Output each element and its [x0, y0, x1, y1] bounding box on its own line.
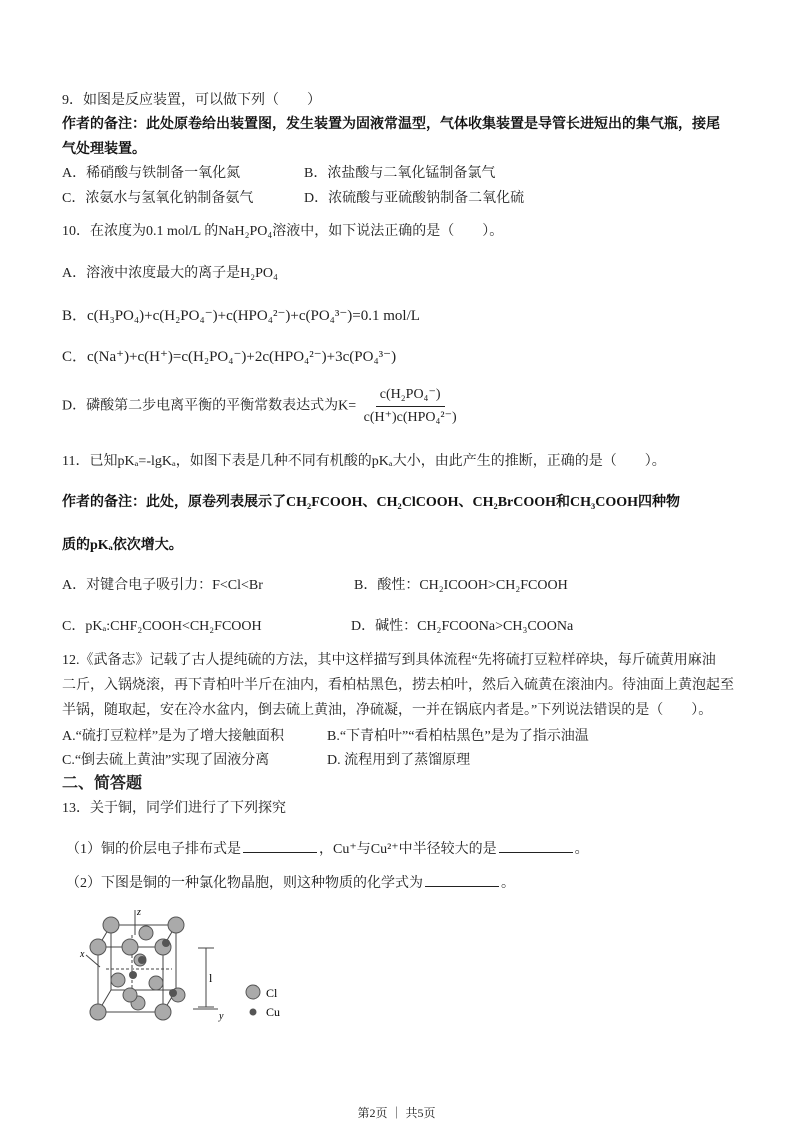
q10-option-d[interactable] — [62, 386, 461, 427]
q13-part1-text: （1）铜的价层电子排布式是 — [66, 842, 241, 857]
q13-part1 — [66, 838, 589, 859]
q11-note-cont: 质的pKₐ依次增大。 — [62, 538, 183, 553]
section-heading: 二、简答题 — [62, 775, 143, 792]
q9-option-b[interactable]: B．浓盐酸与二氧化锰制备氯气 — [304, 166, 496, 181]
edge-length-label: l — [209, 971, 213, 985]
q11-option-d[interactable]: D．碱性：CH₂FCOONa>CH₃COONa — [351, 619, 574, 634]
legend-cu-label: Cu — [266, 1005, 281, 1019]
q13-part2 — [66, 872, 515, 893]
q12-options-row1 — [62, 728, 742, 746]
q13-part2-text: （2）下图是铜的一种氯化物晶胞，则这种物质的化学式为 — [66, 876, 423, 891]
q10-option-b[interactable]: B．c(H₃PO₄)+c(H₂PO₄⁻)+c(HPO₄²⁻)+c(PO₄³⁻)=0.1 mol/L — [62, 308, 420, 324]
q11-stem: 11．已知pKₐ=-lgKₐ，如图下表是几种不同有机酸的pKₐ大小，由此产生的推断，正确的是（ ）。 — [62, 454, 666, 469]
q10-option-a[interactable]: A．溶液中浓度最大的离子是H₂PO₄ — [62, 266, 278, 281]
q9-option-d[interactable]: D．浓硫酸与亚硫酸钠制备二氧化硫 — [304, 191, 525, 206]
q9-option-c[interactable]: C．浓氨水与氢氧化钠制备氨气 — [62, 191, 254, 206]
q13-stem: 13．关于铜，同学们进行了下列探究 — [62, 801, 286, 816]
q10-option-c[interactable]: C．c(Na⁺)+c(H⁺)=c(H₂PO₄⁻)+2c(HPO₄²⁻)+3c(PO₄³⁻) — [62, 349, 397, 365]
answer-blank-3[interactable] — [425, 872, 499, 887]
q11-option-b[interactable]: B．酸性：CH₂ICOOH>CH₂FCOOH — [354, 578, 568, 593]
q9-options-row1 — [62, 165, 742, 183]
crystal-cell-figure — [78, 905, 308, 1025]
answer-blank-1[interactable] — [243, 838, 317, 853]
q12-stem-line1: 12.《武备志》记载了古人提纯硫的方法，其中这样描写到具体流程“先将硫打豆粒样碎块，每斤硫黄用麻油 — [62, 653, 716, 668]
q9-stem: 9．如图是反应装置，可以做下列（ ） — [62, 93, 321, 108]
legend-cu-marker — [250, 1009, 257, 1016]
q12-option-c[interactable]: C.“倒去硫上黄油”实现了固液分离 — [62, 753, 270, 768]
fraction-numerator: c(H₂PO₄⁻) — [376, 386, 445, 407]
q10-option-d-prefix: D．磷酸第二步电离平衡的平衡常数表达式为K= — [62, 398, 357, 414]
q12-option-a[interactable]: A.“硫打豆粒样”是为了增大接触面积 — [62, 729, 285, 744]
q12-option-d[interactable]: D. 流程用到了蒸馏原理 — [327, 753, 471, 768]
q12-options-row2 — [62, 752, 742, 770]
fraction-denominator: c(H⁺)c(HPO₄²⁻) — [363, 410, 457, 425]
page-footer: 第2页 ｜ 共5页 — [357, 1106, 436, 1120]
q9-option-a[interactable]: A．稀硝酸与铁制备一氧化氮 — [62, 166, 241, 181]
q9-options-row2 — [62, 190, 742, 208]
q12-stem-line2: 二斤，入锅烧滚，再下青柏叶半斤在油内，看柏枯黑色，捞去柏叶，然后入硫黄在滚油内。待油面上黄泡起至 — [62, 678, 734, 693]
q13-part1-text2: ，Cu⁺与Cu²⁺中半径较大的是 — [319, 842, 497, 857]
q11-note: 作者的备注：此处，原卷列表展示了CH₂FCOOH、CH₂ClCOOH、CH₂BrCOOH和CH₃COOH四种物 — [62, 495, 681, 510]
axis-x-label: x — [80, 949, 85, 960]
answer-blank-2[interactable] — [499, 838, 573, 853]
q12-option-b[interactable]: B.“下青柏叶”“看柏枯黑色”是为了指示油温 — [327, 729, 589, 744]
q13-part2-end: 。 — [501, 876, 515, 891]
q9-note-cont: 气处理装置。 — [62, 142, 146, 157]
axis-y-label: y — [219, 1011, 224, 1022]
legend-cl-marker — [246, 985, 260, 999]
q11-option-c[interactable]: C．pKₐ:CHF₂COOH<CH₂FCOOH — [62, 619, 262, 634]
equilibrium-constant-fraction — [360, 386, 461, 427]
q12-stem-line3: 半锅，随取起，安在冷水盆内，倒去硫上黄油，净硫凝，一并在锅底内者是。”下列说法错误的是（ ）。 — [62, 703, 713, 718]
q11-options-row1 — [62, 577, 742, 595]
q13-part1-end: 。 — [574, 842, 589, 857]
axis-z-label: z — [137, 907, 141, 918]
q9-note: 作者的备注：此处原卷给出装置图，发生装置为固液常温型，气体收集装置是导管长进短出的集气瓶，接尾 — [62, 117, 720, 132]
q10-stem: 10．在浓度为0.1 mol/L 的NaH₂PO₄溶液中，如下说法正确的是（ ）。 — [62, 224, 504, 239]
q11-option-a[interactable]: A．对键合电子吸引力：F<Cl<Br — [62, 578, 263, 593]
legend-cl-label: Cl — [266, 986, 278, 1000]
q11-options-row2 — [62, 618, 742, 636]
